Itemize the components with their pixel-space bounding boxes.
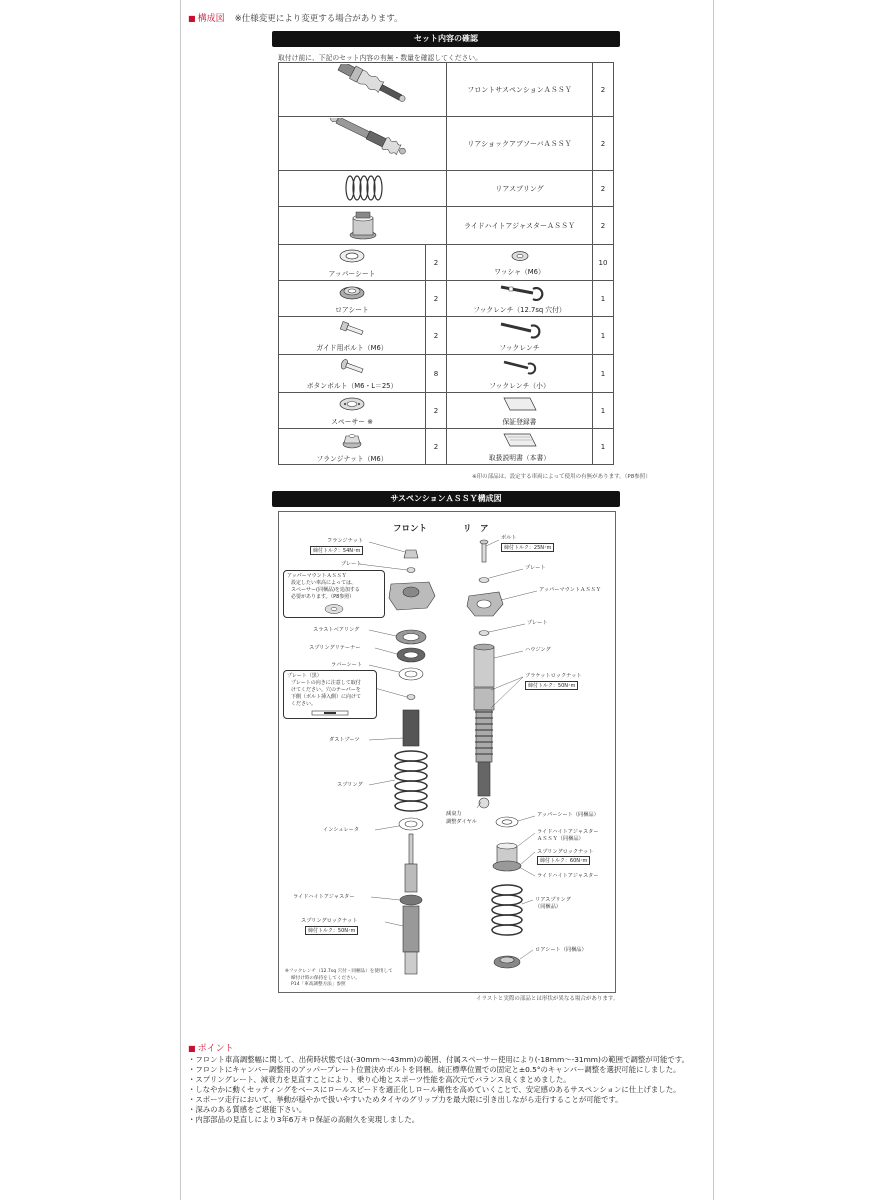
list-item: ・深みのある質感をご堪能下さい。 [188, 1105, 307, 1114]
part-qty: 1 [593, 393, 614, 429]
rear-spring-lock-torque-box: 締付トルク：60N･m [537, 856, 590, 865]
label-lower-seat: ロアシート（同梱品） [535, 947, 587, 953]
illustration-note: イラストと実際の部品とは形状が異なる場合があります。 [476, 996, 619, 1002]
label-bracket-lock-nut: ブラケットロックナット [525, 673, 582, 679]
label-rubber-seat: ラバーシート [331, 662, 363, 668]
part-qty: 10 [593, 245, 614, 281]
bolt-torque-box: 締付トルク：25N･m [501, 543, 554, 552]
label-damping-dial: 減衰力 [446, 811, 462, 817]
table-row [279, 63, 614, 117]
hook-wrench-cell [447, 317, 593, 355]
list-item: ・スプリングレート、減衰力を見直すことにより、乗り心地とスポーツ性能を高次元でバランス良くまとめました。 [188, 1075, 571, 1084]
list-item: ・しなやかに動くセッティングをベースにロールスピードを適正化しロール剛性を高めていくことで、安定感のあるサスペンションに仕上げました。 [188, 1085, 681, 1094]
label-plate: プレート [341, 561, 362, 567]
spacer-cell [279, 393, 426, 429]
upper-seat-cell [279, 245, 426, 281]
hook-wrench-holed-cell [447, 281, 593, 317]
label-spring: スプリング [337, 782, 363, 788]
part-qty: 2 [426, 245, 447, 281]
upper-mount-callout [283, 570, 385, 618]
callout-line: 設定したい車高によっては、 [291, 580, 357, 586]
flange-nut-cell [279, 429, 426, 465]
rear-shock-image [279, 117, 447, 171]
red-square-icon: ■ [188, 14, 196, 23]
callout-line: 必要があります。（P8参照） [291, 594, 355, 600]
part-name: フックレンチ（小） [489, 382, 550, 390]
washer-cell [447, 245, 593, 281]
table-row [279, 171, 614, 207]
section-title: 構成図 [197, 14, 225, 24]
table-row [279, 245, 614, 281]
hook-wrench-note [285, 969, 393, 989]
section-header-structure [188, 11, 403, 24]
part-name: スペーサー ※ [331, 418, 373, 426]
table-row [279, 355, 614, 393]
part-qty: 2 [593, 63, 614, 117]
part-name: リアショックアブソーバＡＳＳＹ [447, 117, 593, 171]
callout-line: アッパーマウントＡＳＳＹ [287, 573, 347, 579]
part-qty: 2 [593, 207, 614, 245]
part-name: ボタンボルト（M6・L＝25） [306, 382, 398, 390]
label-rear-ride-height: ライドハイトアジャスター [537, 873, 599, 879]
note-line: P14「車高調整方法」参照 [291, 982, 346, 987]
spec-change-note: ※仕様変更により変更する場合があります。 [234, 14, 403, 24]
label-rh-assy: ライドハイトアジャスター [537, 829, 599, 835]
assy-diagram [278, 511, 616, 993]
label-rear-spring-2: （同梱品） [535, 904, 561, 910]
label-insulator: インシュレータ [323, 827, 360, 833]
part-name: フックレンチ [499, 344, 540, 352]
front-suspension-image [279, 63, 447, 117]
list-item: ・フロントにキャンバー調整用のアッパープレート位置決めボルトを同梱。純正標準位置での固定と±0.5°のキャンバー調整を選択可能にしました。 [188, 1065, 681, 1074]
label-rear-spring: リアスプリング [535, 897, 571, 903]
part-name: アッパーシート [328, 270, 376, 278]
front-title: フロント [393, 524, 428, 534]
warranty-card-cell [447, 393, 593, 429]
part-name: ライドハイトアジャスターＡＳＳＹ [447, 207, 593, 245]
part-name: フロントサスペンションＡＳＳＹ [447, 63, 593, 117]
left-frame-line [180, 0, 181, 1200]
part-qty: 1 [593, 355, 614, 393]
hook-wrench-small-cell [447, 355, 593, 393]
label-housing: ハウジング [525, 647, 551, 653]
part-qty: 2 [426, 317, 447, 355]
guide-bolt-cell [279, 317, 426, 355]
label-rh-assy-2: ＡＳＳＹ（同梱品） [537, 836, 584, 842]
list-item: ・フロント車高調整幅に関して、出荷時状態では(-30mm～-43mm)の範囲、付属スペーサー使用により(-18mm～-31mm)の範囲で調整が可能です。 [188, 1055, 689, 1064]
part-name: ロアシート [335, 306, 369, 314]
table-row [279, 317, 614, 355]
note-line: ※フックレンチ（12.7sq 穴付・同梱品）を使用して [285, 969, 393, 974]
button-bolt-cell [279, 355, 426, 393]
callout-line: プレートの向きに注意して取付 [291, 680, 361, 686]
part-name: フランジナット（M6） [316, 455, 388, 463]
set-contents-title-bar: セット内容の確認 [272, 31, 620, 47]
part-qty: 1 [593, 281, 614, 317]
part-qty: 2 [426, 429, 447, 465]
rear-title: リ ア [463, 524, 489, 534]
flange-torque-box: 締付トルク：54N･m [310, 546, 363, 555]
part-qty: 8 [426, 355, 447, 393]
plate-icon [310, 710, 350, 716]
assy-diagram-title-bar: サスペンションＡＳＳＹ構成図 [272, 491, 620, 507]
part-name: 取扱説明書（本書） [488, 454, 551, 462]
part-name: 保証登録書 [502, 418, 537, 426]
part-qty: 2 [593, 117, 614, 171]
part-name: ガイド用ボルト（M6） [316, 344, 388, 352]
part-qty: 2 [426, 281, 447, 317]
label-spring-retainer: スプリングリテーナー [309, 645, 361, 651]
label-rear-plate-2: プレート [527, 620, 548, 626]
parts-table [278, 62, 614, 465]
label-rear-upper-mount: アッパーマウントＡＳＳＹ [539, 587, 601, 593]
label-dust-boot: ダストブーツ [329, 737, 360, 743]
part-name: ワッシャ（M6） [494, 268, 545, 276]
table-row [279, 429, 614, 465]
table-row [279, 393, 614, 429]
part-qty: 2 [593, 171, 614, 207]
part-name: リアスプリング [447, 171, 593, 207]
manual-cell [447, 429, 593, 465]
part-qty: 1 [593, 317, 614, 355]
spacer-note: ※印の部品は、設定する車両によって使用の有無があります。（P8参照） [472, 474, 651, 480]
points-list [188, 1055, 708, 1125]
lock-torque-box: 締付トルク：50N･m [305, 926, 358, 935]
callout-line: 下側（ボルト挿入側）に向けて [291, 694, 362, 700]
part-qty: 1 [593, 429, 614, 465]
label-damping-dial-2: 調整ダイヤル [446, 819, 477, 825]
right-frame-line [713, 0, 714, 1200]
callout-line: スペーサー(同梱品)を追加する [291, 587, 360, 593]
label-ride-height-adjuster: ライドハイトアジャスター [293, 894, 355, 900]
label-upper-seat: アッパーシート（同梱品） [537, 812, 599, 818]
part-name: フックレンチ（12.7sq 穴付） [473, 306, 566, 314]
label-rear-spring-lock: スプリングロックナット [537, 849, 594, 855]
table-row [279, 207, 614, 245]
ride-height-adjuster-image [279, 207, 447, 245]
red-square-icon: ■ [188, 1044, 196, 1053]
spacer-icon [322, 603, 346, 615]
label-rear-plate: プレート [525, 565, 546, 571]
list-item: ・スポーツ走行において、挙動が穏やかで扱いやすいためタイヤのグリップ力を最大限に引き出しながら走行することが可能です。 [188, 1095, 623, 1104]
points-title: ポイント [197, 1044, 234, 1054]
label-bolt: ボルト [501, 535, 517, 541]
set-contents-intro: 取付け前に、下記のセット内容の有無・数量を確認してください。 [278, 54, 482, 62]
callout-line: けてください。穴のテーパーを [291, 687, 361, 693]
table-row [279, 281, 614, 317]
rear-spring-image [279, 171, 447, 207]
label-flange-nut: フランジナット [327, 538, 364, 544]
points-header [188, 1041, 234, 1054]
list-item: ・内部部品の見直しにより3年6万キロ保証の高耐久を実現しました。 [188, 1115, 420, 1124]
part-qty: 2 [426, 393, 447, 429]
table-row [279, 117, 614, 171]
plate-black-callout [283, 670, 377, 719]
lower-seat-cell [279, 281, 426, 317]
note-line: 締付け時の保持をしてください。 [291, 975, 360, 981]
callout-line: プレート（黒） [287, 673, 322, 679]
callout-line: ください。 [291, 701, 317, 707]
label-spring-lock-nut: スプリングロックナット [301, 918, 358, 924]
bracket-torque-box: 締付トルク：50N･m [525, 681, 578, 690]
label-thrust-bearing: スラストベアリング [313, 627, 360, 633]
